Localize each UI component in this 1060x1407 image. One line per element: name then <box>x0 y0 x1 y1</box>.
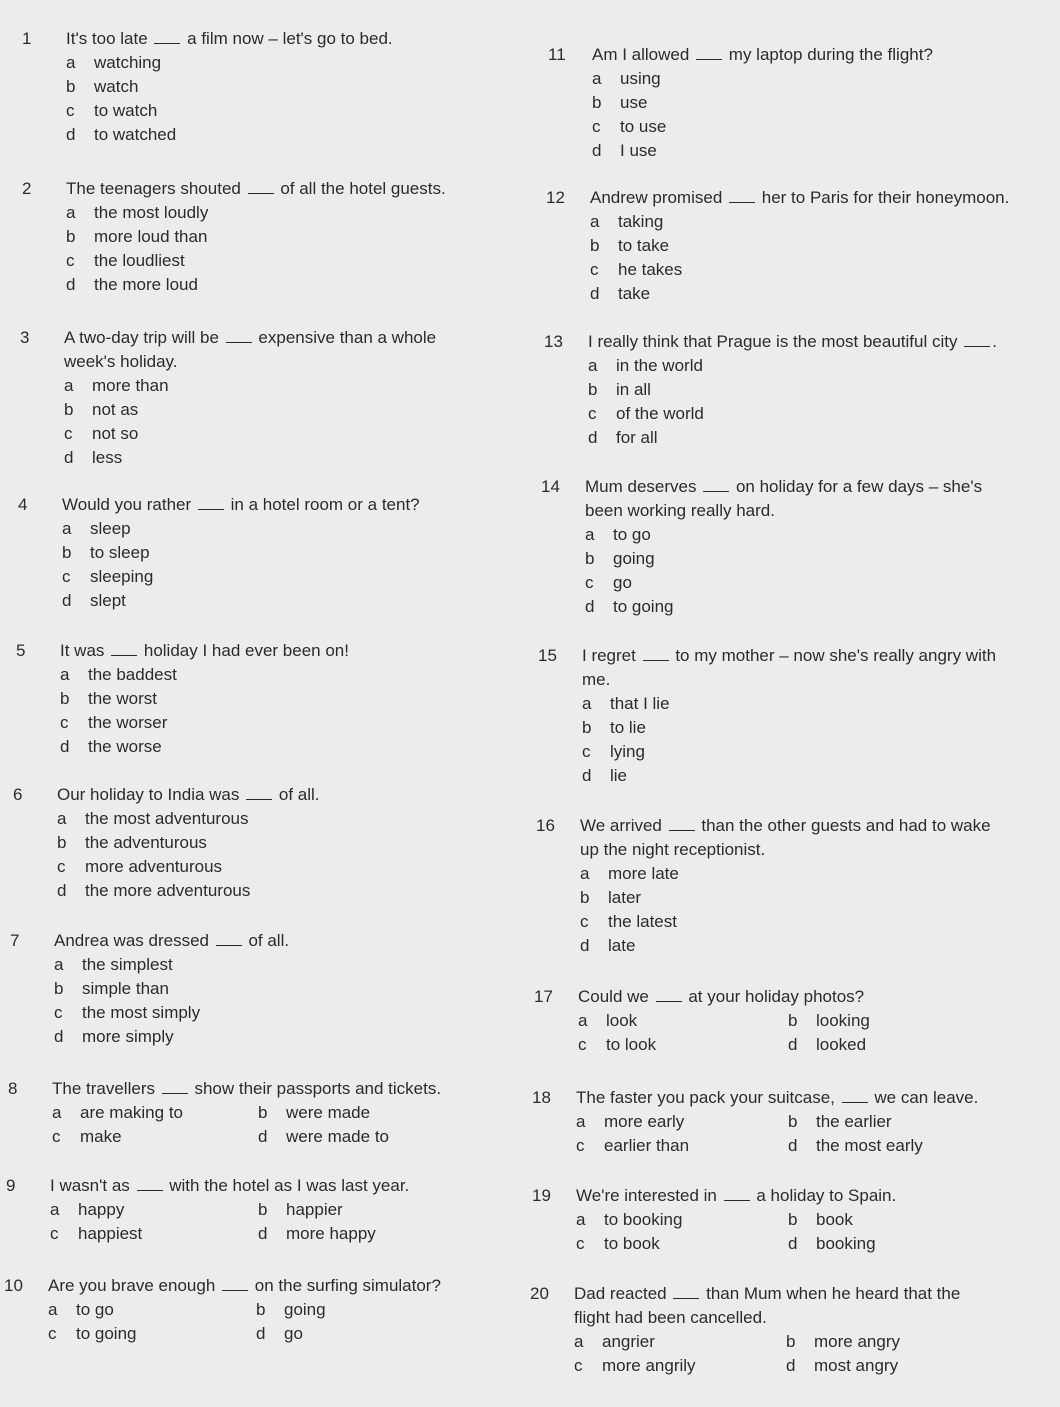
option-d: d the most early <box>788 1136 923 1155</box>
answer-blank <box>226 328 252 343</box>
question-stem: I regret to my mother – now she's really angry with <box>582 646 997 665</box>
question-3 <box>20 326 436 470</box>
option-d: d take <box>590 284 651 303</box>
answer-blank <box>842 1088 868 1103</box>
option-a: a using <box>592 69 661 88</box>
question-number: 9 <box>6 1176 16 1195</box>
question-11 <box>548 43 933 163</box>
option-a: a the baddest <box>60 665 177 684</box>
question-stem-line2: flight had been cancelled. <box>574 1308 767 1327</box>
option-c: c to use <box>592 117 667 136</box>
option-c: c make <box>52 1127 122 1146</box>
answer-blank <box>673 1284 699 1299</box>
option-row <box>6 1222 409 1246</box>
option-b: b watch <box>66 77 139 96</box>
question-stem: The travellers show their passports and tickets. <box>52 1079 442 1098</box>
question-number: 10 <box>4 1276 23 1295</box>
question-stem: It's too late a film now – let's go to bed. <box>66 29 393 48</box>
option-b: b the adventurous <box>57 833 207 852</box>
question-stem: Andrew promised her to Paris for their honeymoon. <box>590 188 1010 207</box>
option-row <box>534 1033 867 1057</box>
option-c: c the worser <box>60 713 168 732</box>
question-stem: It was holiday I had ever been on! <box>60 641 349 660</box>
question-number: 6 <box>13 785 23 804</box>
answer-blank <box>964 332 990 347</box>
question-stem: Andrea was dressed of all. <box>54 931 290 950</box>
option-b: b were made <box>258 1103 371 1122</box>
option-d: d for all <box>588 428 658 447</box>
question-stem: We're interested in a holiday to Spain. <box>576 1186 897 1205</box>
option-d: d more happy <box>258 1224 376 1243</box>
answer-blank <box>703 477 729 492</box>
question-number: 5 <box>16 641 26 660</box>
question-number: 11 <box>548 45 566 64</box>
option-c: c earlier than <box>576 1136 690 1155</box>
option-a: a angrier <box>574 1332 655 1351</box>
question-stem: Am I allowed my laptop during the flight? <box>592 45 933 64</box>
option-a: a more early <box>576 1112 685 1131</box>
option-b: b later <box>580 888 642 907</box>
answer-blank <box>724 1186 750 1201</box>
option-d: d the more loud <box>66 275 198 294</box>
question-4 <box>18 493 420 613</box>
answer-blank <box>643 646 669 661</box>
question-number: 13 <box>544 332 563 351</box>
question-16 <box>536 814 991 958</box>
answer-blank <box>162 1079 188 1094</box>
question-12 <box>546 186 1009 306</box>
option-c: c more angrily <box>574 1356 696 1375</box>
question-1 <box>22 27 393 147</box>
question-stem-line2: been working really hard. <box>585 501 775 520</box>
option-a: a more than <box>64 376 169 395</box>
option-row <box>532 1232 896 1256</box>
question-19 <box>532 1184 896 1256</box>
option-a: a are making to <box>52 1103 183 1122</box>
option-c: c to book <box>576 1234 660 1253</box>
question-stem-line2: up the night receptionist. <box>580 840 766 859</box>
option-d: d slept <box>62 591 126 610</box>
answer-blank <box>246 785 272 800</box>
option-b: b more angry <box>786 1332 900 1351</box>
option-row <box>6 1198 409 1222</box>
question-stem-line2: me. <box>582 670 611 689</box>
answer-blank <box>248 179 274 194</box>
option-a: a sleep <box>62 519 131 538</box>
answer-blank <box>696 45 722 60</box>
question-number: 17 <box>534 987 553 1006</box>
answer-blank <box>154 29 180 44</box>
option-c: c of the world <box>588 404 704 423</box>
option-c: c he takes <box>590 260 683 279</box>
option-row <box>8 1125 441 1149</box>
option-row <box>4 1322 441 1346</box>
question-number: 2 <box>22 179 32 198</box>
option-b: b the worst <box>60 689 157 708</box>
option-a: a look <box>578 1011 638 1030</box>
question-20 <box>530 1282 960 1378</box>
question-18 <box>532 1086 978 1158</box>
question-stem: Our holiday to India was of all. <box>57 785 320 804</box>
option-b: b simple than <box>54 979 169 998</box>
option-b: b going <box>256 1300 326 1319</box>
answer-blank <box>669 816 695 831</box>
option-a: a to go <box>48 1300 114 1319</box>
answer-blank <box>198 495 224 510</box>
option-row <box>532 1208 896 1232</box>
option-a: a the most loudly <box>66 203 209 222</box>
option-c: c the most simply <box>54 1003 201 1022</box>
question-14 <box>541 475 982 619</box>
question-5 <box>16 639 349 759</box>
option-row <box>532 1110 978 1134</box>
question-number: 4 <box>18 495 28 514</box>
question-stem: I really think that Prague is the most beautiful city . <box>588 332 997 351</box>
question-6 <box>13 783 320 903</box>
question-stem: Would you rather in a hotel room or a tent? <box>62 495 420 514</box>
answer-blank <box>216 931 242 946</box>
question-15 <box>538 644 996 788</box>
question-number: 20 <box>530 1284 549 1303</box>
option-a: a watching <box>66 53 162 72</box>
option-c: c to going <box>48 1324 137 1343</box>
question-number: 1 <box>22 29 32 48</box>
option-b: b to sleep <box>62 543 150 562</box>
question-number: 19 <box>532 1186 551 1205</box>
question-stem: I wasn't as with the hotel as I was last year. <box>50 1176 410 1195</box>
option-d: d most angry <box>786 1356 899 1375</box>
option-a: a happy <box>50 1200 125 1219</box>
option-d: d were made to <box>258 1127 389 1146</box>
option-d: d to going <box>585 597 674 616</box>
option-c: c more adventurous <box>57 857 223 876</box>
option-d: d I use <box>592 141 657 160</box>
option-c: c to watch <box>66 101 158 120</box>
option-b: b to take <box>590 236 670 255</box>
option-row <box>8 1101 441 1125</box>
option-d: d the more adventurous <box>57 881 251 900</box>
question-number: 7 <box>10 931 20 950</box>
question-number: 16 <box>536 816 555 835</box>
option-row <box>530 1330 960 1354</box>
question-stem: Are you brave enough on the surfing simulator? <box>48 1276 441 1295</box>
option-b: b book <box>788 1210 853 1229</box>
option-b: b looking <box>788 1011 870 1030</box>
option-d: d booking <box>788 1234 876 1253</box>
question-number: 14 <box>541 477 560 496</box>
option-b: b the earlier <box>788 1112 892 1131</box>
question-10 <box>4 1274 441 1346</box>
option-d: d less <box>64 448 123 467</box>
option-b: b to lie <box>582 718 646 737</box>
option-c: c the loudliest <box>66 251 185 270</box>
option-a: a to booking <box>576 1210 683 1229</box>
question-number: 12 <box>546 188 565 207</box>
question-9 <box>6 1174 409 1246</box>
option-row <box>4 1298 441 1322</box>
option-a: a more late <box>580 864 679 883</box>
answer-blank <box>111 641 137 656</box>
answer-blank <box>729 188 755 203</box>
option-c: c not so <box>64 424 139 443</box>
option-c: c to look <box>578 1035 657 1054</box>
question-number: 8 <box>8 1079 18 1098</box>
option-a: a the most adventurous <box>57 809 249 828</box>
option-d: d late <box>580 936 636 955</box>
option-d: d go <box>256 1324 303 1343</box>
question-stem: We arrived than the other guests and had to wake <box>580 816 991 835</box>
answer-blank <box>222 1276 248 1291</box>
option-b: b more loud than <box>66 227 208 246</box>
option-b: b in all <box>588 380 651 399</box>
question-stem: Mum deserves on holiday for a few days – she's <box>585 477 983 496</box>
option-a: a taking <box>590 212 664 231</box>
option-row <box>534 1009 870 1033</box>
question-7 <box>10 929 289 1049</box>
option-a: a that I lie <box>582 694 670 713</box>
option-a: a the simplest <box>54 955 173 974</box>
question-13 <box>544 330 997 450</box>
option-a: a to go <box>585 525 651 544</box>
question-number: 18 <box>532 1088 551 1107</box>
question-stem: Dad reacted than Mum when he heard that the <box>574 1284 961 1303</box>
question-2 <box>22 177 446 297</box>
answer-blank <box>137 1176 163 1191</box>
option-c: c the latest <box>580 912 677 931</box>
option-row <box>530 1354 960 1378</box>
option-b: b going <box>585 549 655 568</box>
option-b: b happier <box>258 1200 343 1219</box>
option-d: d to watched <box>66 125 177 144</box>
question-17 <box>534 985 870 1057</box>
option-c: c sleeping <box>62 567 154 586</box>
option-d: d the worse <box>60 737 162 756</box>
option-d: d more simply <box>54 1027 174 1046</box>
option-b: b not as <box>64 400 139 419</box>
answer-blank <box>656 987 682 1002</box>
question-stem-line2: week's holiday. <box>64 352 178 371</box>
question-stem: The faster you pack your suitcase, we can leave. <box>576 1088 979 1107</box>
option-c: c lying <box>582 742 645 761</box>
option-c: c happiest <box>50 1224 143 1243</box>
option-row <box>532 1134 978 1158</box>
option-a: a in the world <box>588 356 703 375</box>
option-d: d looked <box>788 1035 867 1054</box>
question-number: 3 <box>20 328 30 347</box>
question-8 <box>8 1077 441 1149</box>
option-b: b use <box>592 93 648 112</box>
question-stem: The teenagers shouted of all the hotel guests. <box>66 179 446 198</box>
question-stem: A two-day trip will be expensive than a whole <box>64 328 437 347</box>
question-stem: Could we at your holiday photos? <box>578 987 865 1006</box>
option-c: c go <box>585 573 632 592</box>
question-number: 15 <box>538 646 557 665</box>
option-d: d lie <box>582 766 628 785</box>
